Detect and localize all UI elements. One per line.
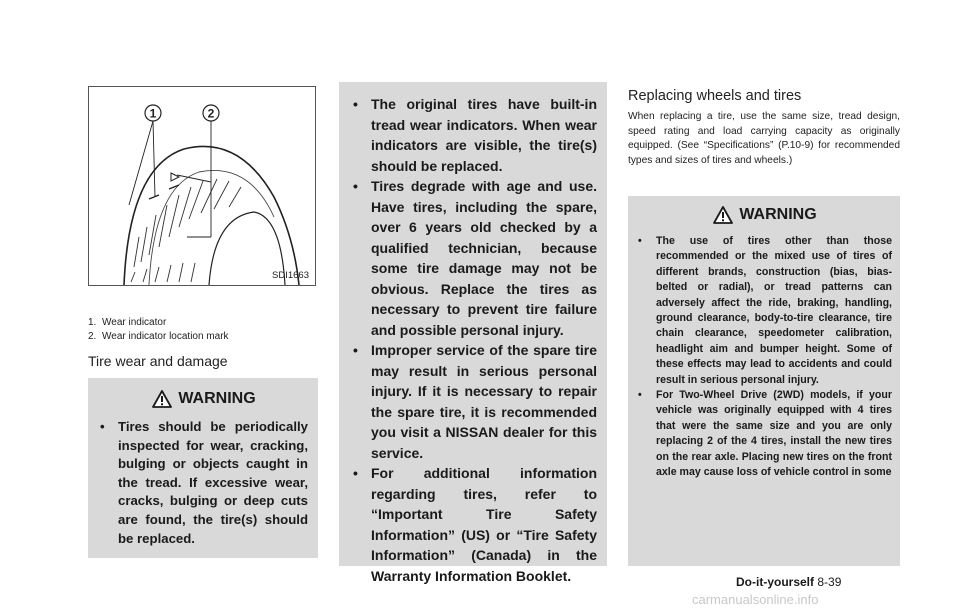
warning-title: WARNING xyxy=(638,206,892,224)
warning-box-continued xyxy=(339,82,607,584)
warning-box-tire-wear xyxy=(88,378,318,558)
figure-captions xyxy=(88,316,318,344)
tire-wear-figure xyxy=(88,86,316,286)
list-item: • The original tires have built-in tread wear indicators. When wear indicators are visible, the tire(s) should be replaced. xyxy=(353,96,597,174)
list-item: • Tires should be periodically inspected for wear, cracking, bulging or objects caught in the tread. If excessive wear, cracks, bulging or deep cuts are found, the tire(s) should be replaced. xyxy=(100,419,308,546)
warning-triangle-icon xyxy=(713,206,733,224)
list-item: • For Two-Wheel Drive (2WD) models, if your vehicle was originally equipped with 4 tires that were the same size and you are only replacing 2 of the 4 tires, install the new tires on the rear axle. Placing new tires on the front axle may cause loss of vehicle control in some xyxy=(638,389,892,479)
caption-item: 1. Wear indicator xyxy=(88,317,167,328)
page-footer xyxy=(736,575,841,589)
intro-paragraph: When replacing a tire, use the same size, tread design, speed rating and load carrying capacity as originally equipped. (See “Specifications” (P.10-9) for recommended types and sizes of tires and wheels.) xyxy=(628,111,900,166)
footer-section: Do-it-yourself xyxy=(736,575,814,589)
tire-illustration xyxy=(89,87,315,285)
callout-1: 1 xyxy=(149,106,157,121)
list-item: • For additional information regarding tires, refer to “Important Tire Safety Information” (US) or “Tire Safety Information” (Canada) in the Warranty Information Booklet. xyxy=(353,465,597,584)
list-item: • The use of tires other than those recommended or the mixed use of tires of different brands, construction (bias, bias-belted or radial), or tread patterns can adversely affect the ride, braking, handling, ground clearance, body-to-tire clearance, tire chain clearance, speedometer calibration, headlight aim and bumper height. Some of these effects may lead to accidents and could result in serious personal injury. xyxy=(638,235,892,386)
warning-list xyxy=(353,94,597,586)
warning-box-replacing xyxy=(628,196,900,566)
warning-title: WARNING xyxy=(100,390,308,408)
warning-list xyxy=(638,234,892,481)
figure-code: SDI1663 xyxy=(272,270,309,281)
list-item: • Tires degrade with age and use. Have tires, including the spare, over 6 years old checked by a qualified technician, because some tire damage may not be obvious. Replace the tires as necessary to prevent tire failure and possible personal injury. xyxy=(353,178,597,338)
page-number: 8-39 xyxy=(817,575,842,589)
section-heading-replacing: Replacing wheels and tires xyxy=(628,88,802,104)
section-heading-tire-wear: Tire wear and damage xyxy=(88,353,228,369)
watermark: carmanualsonline.info xyxy=(692,592,819,607)
caption-item: 2. Wear indicator location mark xyxy=(88,331,229,342)
list-item: • Improper service of the spare tire may result in serious personal injury. If it is necessary to repair the spare tire, it is recommended you visit a NISSAN dealer for this service. xyxy=(353,342,597,461)
warning-triangle-icon xyxy=(152,390,172,408)
warning-list xyxy=(100,418,308,548)
callout-2: 2 xyxy=(207,106,215,121)
